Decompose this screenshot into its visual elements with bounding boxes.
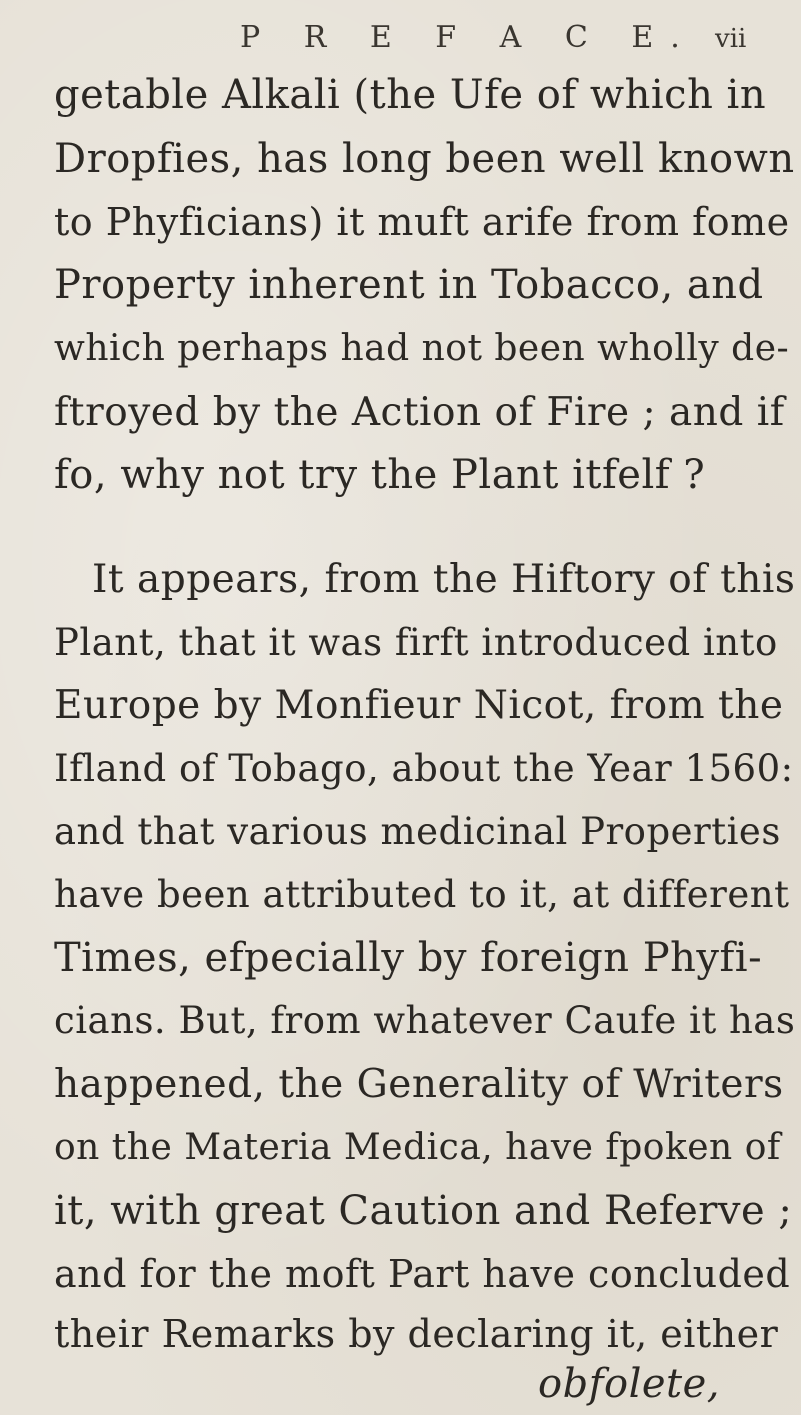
text-line: It appears, from the Hiftory of this <box>92 557 796 602</box>
text-line: and that various medicinal Properties <box>54 810 781 853</box>
text-line: Property inherent in Tobacco, and <box>54 262 764 308</box>
text-line: to Phyficians) it muft arife from fome <box>54 200 790 244</box>
catchword: obfolete, <box>538 1361 720 1407</box>
text-line: Plant, that it was firft introduced into <box>54 621 778 664</box>
text-line: Ifland of Tobago, about the Year 1560: <box>54 747 794 790</box>
text-line: have been attributed to it, at different <box>54 873 790 916</box>
text-line: fo, why not try the Plant itfelf ? <box>54 452 706 498</box>
text-line: and for the moft Part have concluded <box>54 1252 791 1296</box>
running-head <box>0 8 801 68</box>
running-head-title: P R E F A C E. <box>240 20 697 55</box>
text-line: which perhaps had not been wholly de- <box>54 328 790 369</box>
text-line: happened, the Generality of Writers <box>54 1062 784 1107</box>
text-line: it, with great Caution and Referve ; <box>54 1188 793 1234</box>
text-line: Dropfies, has long been well known <box>54 136 795 182</box>
text-line: getable Alkali (the Ufe of which in <box>54 72 767 118</box>
page-number: vii <box>715 24 747 54</box>
text-line: Times, efpecially by foreign Phyfi- <box>54 935 763 981</box>
text-line: Europe by Monfieur Nicot, from the <box>54 683 784 728</box>
text-line: ftroyed by the Action of Fire ; and if <box>54 390 785 435</box>
text-line: their Remarks by declaring it, either <box>54 1312 779 1356</box>
text-line: cians. But, from whatever Caufe it has <box>54 999 796 1042</box>
text-line: on the Materia Medica, have fpoken of <box>54 1127 781 1168</box>
